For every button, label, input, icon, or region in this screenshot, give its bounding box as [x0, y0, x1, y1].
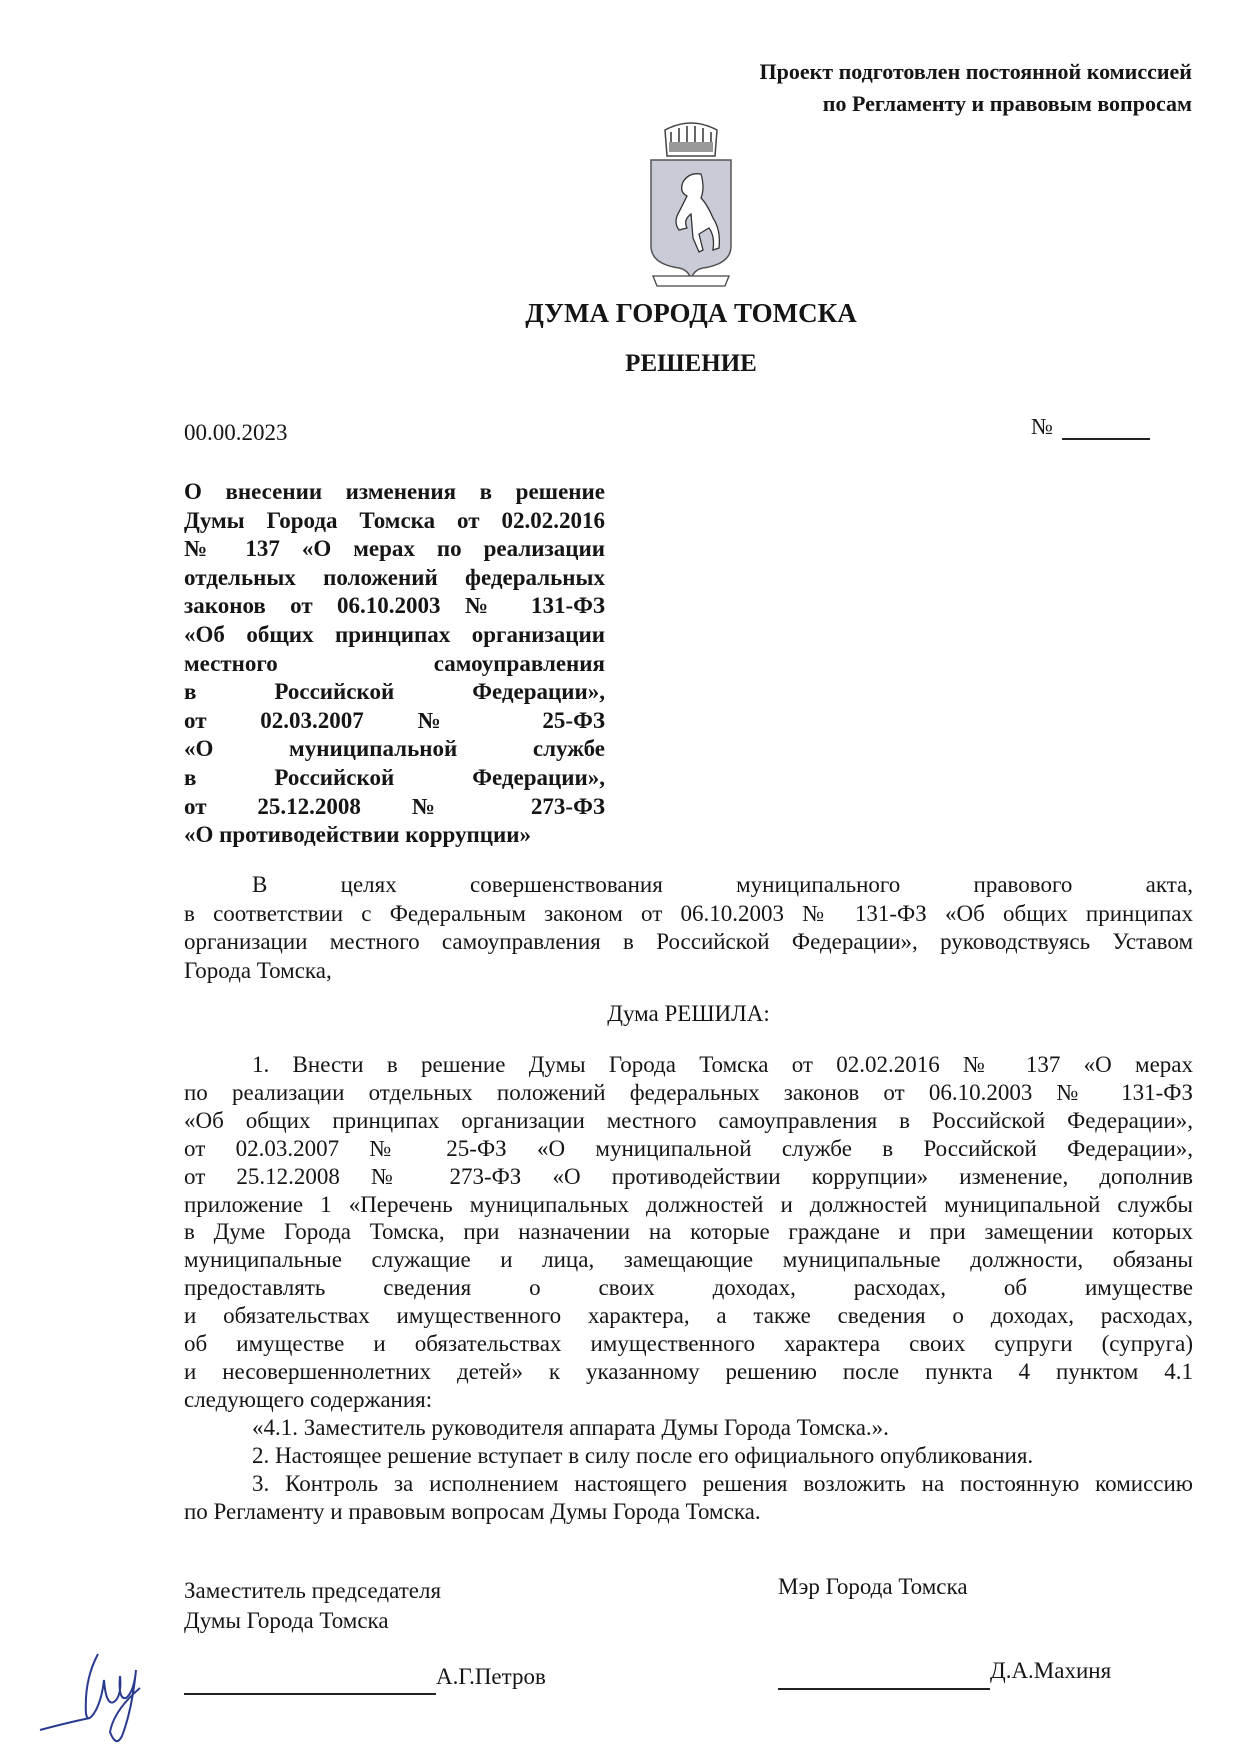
document-number-label: № — [1031, 414, 1053, 439]
subject-line: «О муниципальной службе — [184, 736, 605, 762]
subject-line: местного самоуправления — [184, 650, 605, 676]
subject-line: от 25.12.2008 № 273-ФЗ — [184, 793, 605, 819]
item1-line: предоставлять сведения о своих доходах, расходах, об имуществе — [184, 1275, 1193, 1301]
handwritten-initials-mark — [30, 1640, 150, 1750]
document-date: 00.00.2023 — [184, 420, 288, 445]
item1-line: «Об общих принципах организации местного самоуправления в Российской Федерации», — [184, 1107, 1193, 1133]
item1-line: приложение 1 «Перечень муниципальных должностей и должностей муниципальной службы — [184, 1191, 1193, 1217]
subject-line: в Российской Федерации», — [184, 764, 605, 790]
subject-line: отдельных положений федеральных — [184, 564, 605, 590]
deputy-chair-title-line1: Заместитель председателя — [184, 1578, 442, 1603]
preamble-paragraph — [184, 871, 1193, 985]
item1-line: и несовершеннолетних детей» к указанному решению после пункта 4 пунктом 4.1 — [184, 1358, 1193, 1384]
prepared-by-line-2: по Регламенту и правовым вопросам — [822, 91, 1192, 116]
subject-line: в Российской Федерации», — [184, 679, 605, 705]
item3-line: 3. Контроль за исполнением настоящего решения возложить на постоянную комиссию — [252, 1470, 1193, 1496]
subject-line: законов от 06.10.2003 № 131-ФЗ — [184, 593, 605, 619]
preamble-line: в соответствии с Федеральным законом от 06.10.2003 № 131-ФЗ «Об общих принципах — [184, 900, 1193, 926]
item1-line: по реализации отдельных положений федеральных законов от 06.10.2003 № 131-ФЗ — [184, 1079, 1193, 1105]
subject-line: Думы Города Томска от 02.02.2016 — [184, 507, 605, 533]
subject-line: от 02.03.2007 № 25-ФЗ — [184, 707, 605, 733]
subject-line: № 137 «О мерах по реализации — [184, 536, 605, 562]
item1-line: об имуществе и обязательствах имущественного характера своих супруги (супруга) — [184, 1331, 1193, 1357]
org-title: ДУМА ГОРОДА ТОМСКА — [525, 298, 857, 328]
preamble-line: Города Томска, — [184, 957, 332, 983]
preamble-line: организации местного самоуправления в Российской Федерации», руководствуясь Уставом — [184, 929, 1193, 955]
item1-line: от 02.03.2007 № 25-ФЗ «О муниципальной службе в Российской Федерации», — [184, 1135, 1193, 1161]
deputy-chair-title-line2: Думы Города Томска — [184, 1608, 389, 1633]
right-signature-line — [778, 1688, 990, 1690]
item1-line: 1. Внести в решение Думы Города Томска от 02.02.2016 № 137 «О мерах — [252, 1052, 1193, 1077]
subject-line: «Об общих принципах организации — [184, 621, 605, 647]
subject-heading — [184, 478, 605, 850]
prepared-by-line-1: Проект подготовлен постоянной комиссией — [759, 59, 1192, 84]
item1-line: от 25.12.2008 № 273-ФЗ «О противодействии коррупции» изменение, дополнив — [184, 1163, 1193, 1189]
resolution-items — [184, 1051, 1193, 1525]
item1-line: муниципальные служащие и лица, замещающие муниципальные должности, обязаны — [184, 1247, 1193, 1273]
resolved-heading: Дума РЕШИЛА: — [607, 1001, 770, 1026]
item1-quote: «4.1. Заместитель руководителя аппарата Думы Города Томска.». — [252, 1414, 889, 1440]
subject-line: «О противодействии коррупции» — [184, 822, 532, 848]
deputy-chair-title — [184, 1576, 441, 1636]
left-signature-line — [184, 1693, 436, 1695]
subject-line: О внесении изменения в решение — [184, 479, 605, 504]
prepared-by-note — [759, 56, 1192, 120]
coat-of-arms-tomsk-icon — [643, 118, 739, 290]
item2: 2. Настоящее решение вступает в силу после его официального опубликования. — [252, 1442, 1034, 1468]
left-signatory-name: А.Г.Петров — [436, 1664, 546, 1689]
mayor-title: Мэр Города Томска — [778, 1574, 968, 1599]
item1-line: следующего содержания: — [184, 1386, 433, 1412]
doc-type-title: РЕШЕНИЕ — [625, 350, 757, 377]
document-number-blank — [1062, 438, 1150, 440]
right-signatory-name: Д.А.Махиня — [990, 1658, 1112, 1683]
item1-line: в Думе Города Томска, при назначении на которые граждане и при замещении которых — [184, 1219, 1193, 1245]
preamble-line: В целях совершенствования муниципального правового акта, — [252, 872, 1193, 897]
item3-line: по Регламенту и правовым вопросам Думы Города Томска. — [184, 1498, 761, 1524]
item1-line: и обязательствах имущественного характера, а также сведения о доходах, расходах, — [184, 1303, 1193, 1329]
